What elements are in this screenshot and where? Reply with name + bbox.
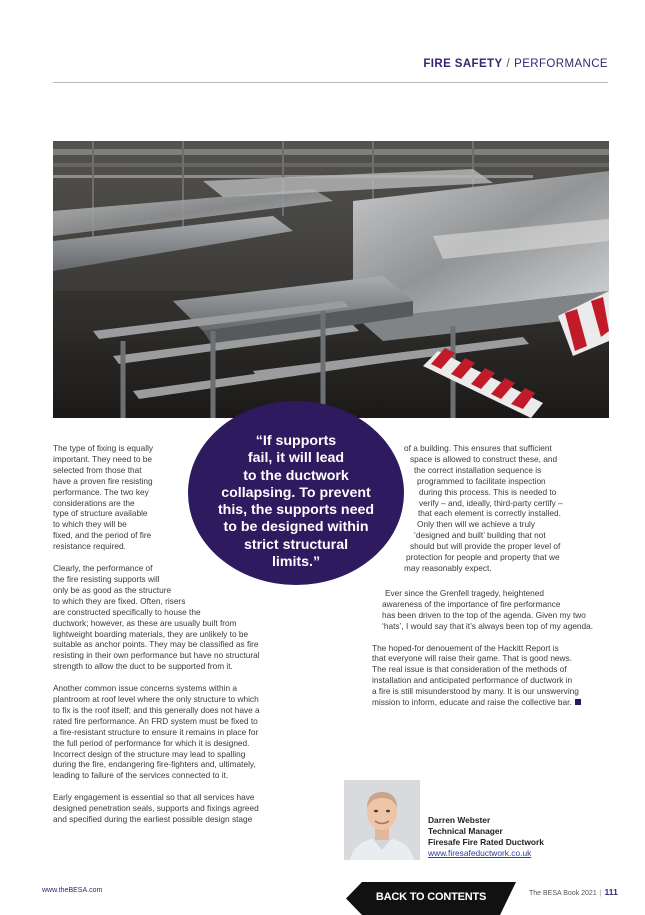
- text-line: a fire-resistant structure to ensure it remains in place for: [53, 726, 259, 737]
- text-line: The hoped-for denouement of the Hackitt Report is: [372, 642, 559, 653]
- text-line: of a building. This ensures that sufficient: [404, 443, 552, 453]
- text-line: designed penetration seals, supports and fixings agreed: [53, 803, 259, 814]
- text-line: space is allowed to construct these, and: [410, 453, 558, 464]
- text-line: during this process. This is needed to: [419, 486, 557, 497]
- text-line: [372, 697, 610, 708]
- text-line: are constructed specifically to house the: [53, 606, 201, 617]
- text-line: Clearly, the performance of: [53, 563, 153, 574]
- text-line: strength to allow the duct to be supported from it.: [53, 661, 233, 672]
- text-line: to which they will be: [53, 519, 127, 530]
- text-line: resisting in their own performance but have no structural: [53, 650, 260, 661]
- author-name: Darren Webster: [428, 815, 491, 825]
- text-line: ‘designed and built’ building that not: [414, 530, 546, 541]
- footer-website-link[interactable]: www.theBESA.com: [42, 887, 103, 894]
- text-line: the correct installation sequence is: [414, 464, 542, 475]
- text-line: only be as good as the structure: [53, 584, 172, 595]
- quote-line: strict structural: [243, 536, 349, 553]
- text-line: lightweight boarding materials, they are unlikely to be: [53, 628, 249, 639]
- text-line-content: mission to inform, educate and raise the collective bar.: [372, 697, 572, 708]
- section-label: FIRE SAFETY: [423, 58, 503, 70]
- text-line: leading to failure of the services connected to it.: [53, 770, 229, 781]
- text-line: to which they are fixed. Often, risers: [53, 595, 186, 606]
- text-line: plantroom at roof level where the only structure to which: [53, 694, 259, 705]
- text-line: and specified during the earliest possible design stage: [53, 814, 253, 825]
- text-line: during the fire, endangering fire-fighters and, ultimately,: [53, 759, 256, 770]
- end-of-article-mark: [575, 699, 581, 705]
- text-line: resistance required.: [53, 541, 126, 552]
- text-line: may reasonably expect.: [404, 562, 492, 573]
- text-line: installation and anticipated performance of ductwork in: [372, 675, 573, 686]
- text-line: Ever since the Grenfell tragedy, heightened: [385, 587, 544, 598]
- paragraph-plantroom: [53, 683, 318, 781]
- paragraph-grenfell: [382, 588, 610, 632]
- paragraph-hackitt: [372, 643, 610, 708]
- text-line: suitable as anchor points. They may be classified as fire: [53, 639, 259, 650]
- text-line: type of structure available: [53, 508, 148, 519]
- text-line: that each element is correctly installed.: [418, 508, 561, 519]
- publication-title: The BESA Book 2021: [529, 890, 597, 897]
- page-header: [53, 52, 608, 83]
- quote-line: to the ductwork: [243, 467, 349, 484]
- quote-line: to be designed within: [223, 519, 369, 536]
- footer-separator: |: [599, 890, 602, 897]
- quote-line: limits.”: [271, 554, 321, 571]
- text-line: have a proven fire resisting: [53, 475, 153, 486]
- back-to-contents-label: BACK TO CONTENTS: [375, 891, 487, 903]
- text-line: a fire is still misunderstood by many. It is our unswerving: [372, 686, 579, 697]
- text-line: awareness of the importance of fire performance: [382, 598, 561, 609]
- section-heading: [423, 58, 608, 70]
- paragraph-engagement: [53, 792, 318, 825]
- author-website-link[interactable]: www.firesafeductwork.co.uk: [428, 848, 532, 858]
- text-line: important. They need to be: [53, 453, 153, 464]
- text-line: Incorrect design of the structure may lead to spalling: [53, 748, 246, 759]
- ductwork-photo: [53, 141, 609, 418]
- text-line: fixed, and the period of fire: [53, 530, 152, 541]
- text-line: rated fire performance. An FRD system must be fixed to: [53, 715, 258, 726]
- text-line: has been driven to the top of the agenda. Given my two: [382, 609, 586, 620]
- text-line: considerations are the: [53, 497, 135, 508]
- section-separator: /: [506, 58, 511, 70]
- text-line: performance. The two key: [53, 486, 149, 497]
- text-line: the full period of performance for which it is designed.: [53, 737, 250, 748]
- page-number: 111: [604, 887, 618, 897]
- text-line: selected from those that: [53, 464, 142, 475]
- text-line: to fix is the roof itself; and this generally does not have a: [53, 704, 260, 715]
- text-line: ductwork; however, as these are usually built from: [53, 617, 237, 628]
- text-line: The real issue is that consideration of the methods of: [372, 664, 567, 675]
- quote-line: collapsing. To prevent: [221, 484, 371, 501]
- author-bio: [428, 815, 544, 859]
- text-line: that everyone will raise their game. That is good news.: [372, 653, 572, 664]
- quote-line: fail, it will lead: [247, 450, 345, 467]
- text-line: The type of fixing is equally: [53, 443, 154, 453]
- text-line: the fire resisting supports will: [53, 573, 160, 584]
- text-line: Early engagement is essential so that all services have: [53, 792, 255, 803]
- text-line: should but will provide the proper level of: [410, 541, 561, 552]
- paragraph-building: [404, 443, 610, 574]
- author-title: Technical Manager: [428, 826, 503, 836]
- text-line: Another common issue concerns systems within a: [53, 683, 237, 694]
- subsection-label: PERFORMANCE: [514, 58, 608, 70]
- author-photo: [344, 780, 420, 860]
- footer-publication: [529, 887, 618, 897]
- text-line: Only then will we achieve a truly: [417, 519, 536, 530]
- text-line: programmed to facilitate inspection: [417, 475, 546, 486]
- back-to-contents-button[interactable]: [346, 882, 516, 915]
- quote-line: this, the supports need: [217, 502, 375, 519]
- author-company: Firesafe Fire Rated Ductwork: [428, 837, 544, 847]
- text-line: protection for people and property that we: [406, 552, 560, 563]
- text-line: verify – and, ideally, third-party certify –: [419, 497, 563, 508]
- article-column-right: [372, 443, 610, 719]
- text-line: ‘hats’, I would say that it’s always been top of my agenda.: [382, 620, 594, 631]
- quote-line: “If supports: [255, 433, 337, 449]
- pull-quote: [188, 433, 404, 571]
